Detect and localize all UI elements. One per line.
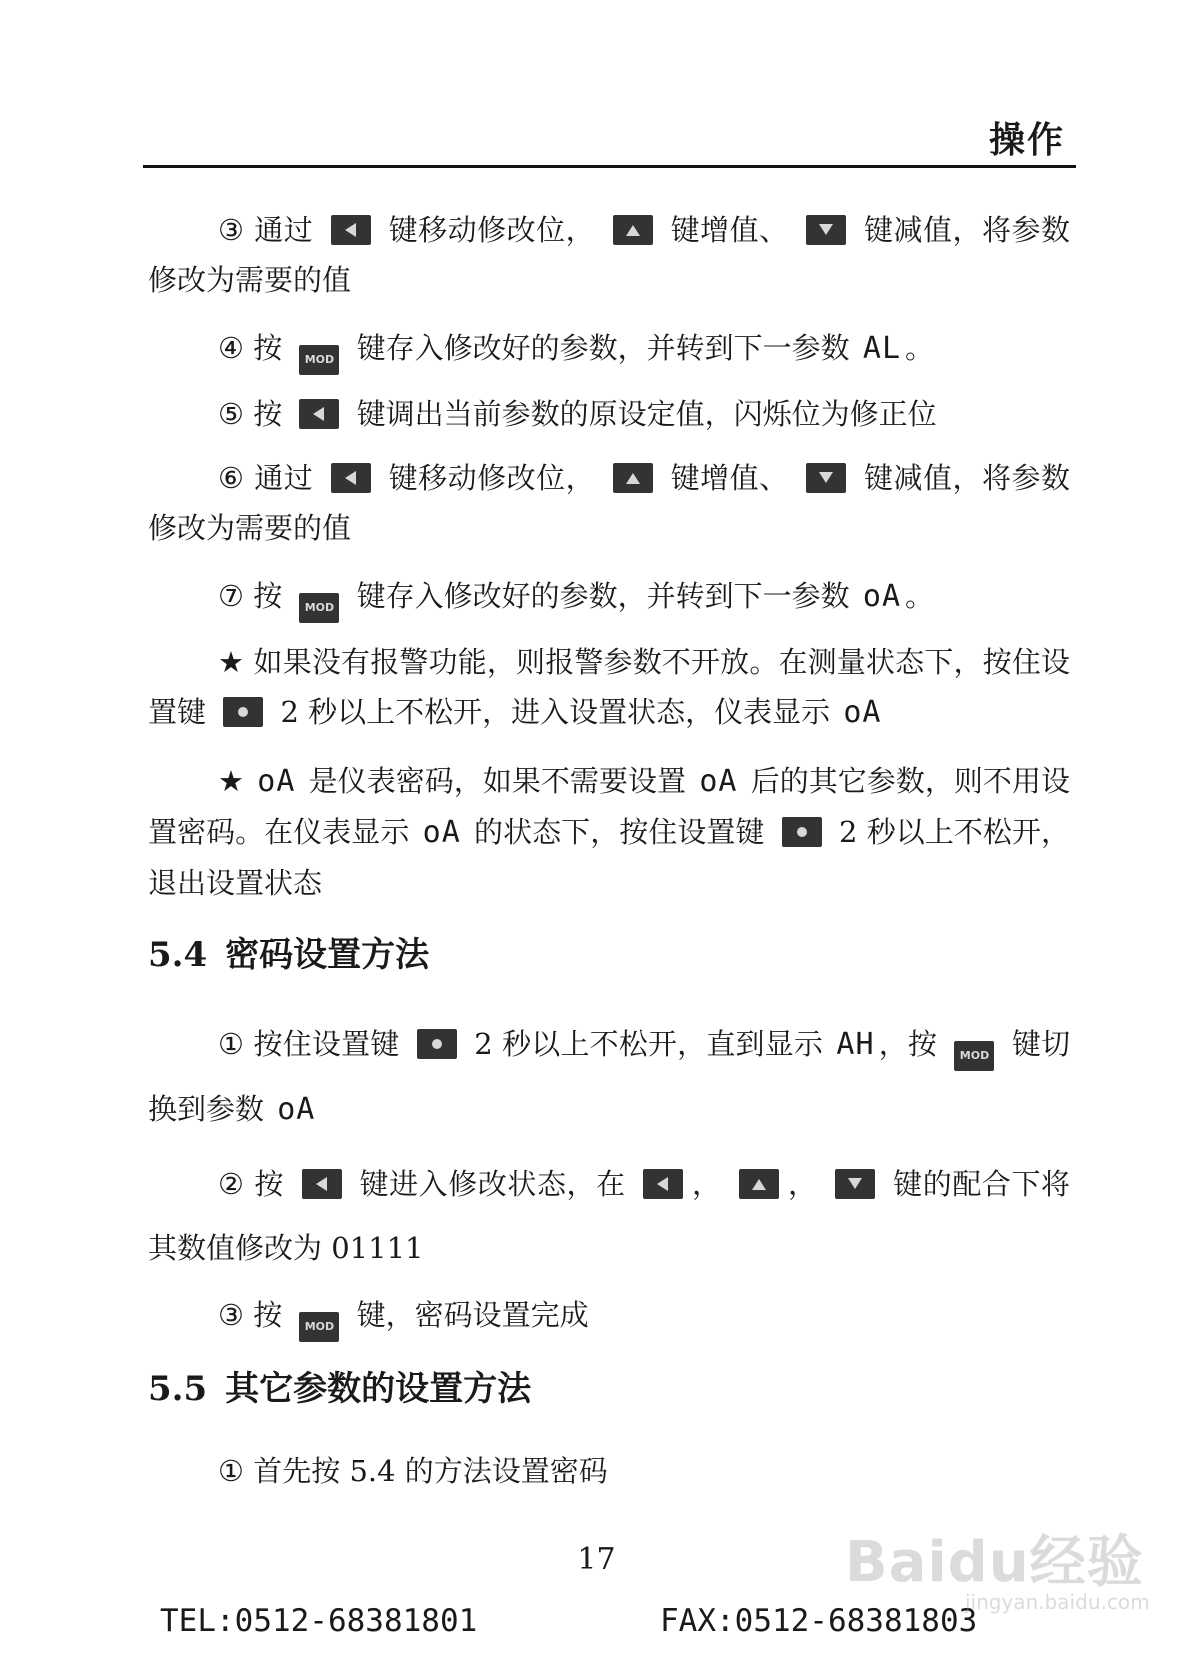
set-key-icon	[417, 1029, 457, 1059]
password-value: 01111	[331, 1231, 424, 1265]
step-text: 秒以上不松开，直到显示	[502, 1027, 824, 1061]
note-alarm-paragraph	[148, 637, 1070, 738]
mod-key-icon	[299, 345, 339, 375]
left-arrow-key-icon	[302, 1169, 342, 1199]
step-5-paragraph	[148, 389, 1070, 439]
watermark-site: jingyan.baidu.com	[965, 1590, 1150, 1614]
step-text: 键移动修改位，	[388, 213, 596, 247]
mod-key-label: MOD	[304, 601, 335, 614]
step-text: 键进入修改状态，在	[359, 1167, 626, 1201]
step-text: 的方法设置密码	[404, 1454, 608, 1488]
mod-key-icon	[299, 1312, 339, 1342]
note-text: 秒以上不松开，进入设置状态，仪表显示	[308, 695, 831, 729]
step-text: ，按	[878, 1027, 938, 1061]
left-arrow-key-icon	[331, 463, 371, 493]
down-arrow-key-icon	[835, 1169, 875, 1199]
down-arrow-key-icon	[806, 215, 846, 245]
up-arrow-key-icon	[613, 215, 653, 245]
step-4-paragraph	[148, 323, 1070, 375]
separator: ，	[691, 1167, 722, 1201]
left-arrow-key-icon	[643, 1169, 683, 1199]
note-text: ★ 如果没有报警功能，则报警参数不开放。在测量状态下，按住设置键	[148, 645, 1070, 729]
baidu-watermark	[845, 1508, 1150, 1618]
watermark-brand: Baidu经验	[845, 1530, 1144, 1595]
step-7-paragraph	[148, 571, 1070, 623]
password-step-2-paragraph	[148, 1152, 1070, 1280]
step-text: 键增值、	[670, 213, 789, 247]
display-code: oA	[277, 1092, 316, 1127]
display-code: AH	[836, 1027, 875, 1062]
password-step-1-paragraph	[148, 1012, 1070, 1142]
heading-5-5	[148, 1364, 1070, 1414]
mod-key-label: MOD	[304, 1320, 335, 1333]
step-lead: ① 按住设置键	[218, 1027, 400, 1061]
display-code: AL	[862, 331, 902, 366]
step-text: 。	[905, 579, 935, 613]
footer-fax: FAX:0512-68381803	[660, 1603, 978, 1639]
left-arrow-key-icon	[299, 399, 339, 429]
step-lead: ③ 按	[218, 1298, 283, 1332]
step-lead: ⑤ 按	[218, 397, 283, 431]
step-text: 键增值、	[670, 461, 789, 495]
step-number: 2	[474, 1027, 493, 1061]
page-number: 17	[577, 1542, 616, 1577]
up-arrow-key-icon	[739, 1169, 779, 1199]
step-3-paragraph	[148, 205, 1070, 305]
mod-key-label: MOD	[959, 1049, 990, 1062]
step-text: 键移动修改位，	[388, 461, 596, 495]
step-6-paragraph	[148, 453, 1070, 553]
step-lead: ⑦ 按	[218, 579, 283, 613]
separator: ，	[787, 1167, 818, 1201]
step-text: 键减值，将参数修改为需要的值	[148, 461, 1070, 545]
step-text: 键切换到参数	[148, 1027, 1071, 1126]
step-text: 键存入修改好的参数，并转到下一参数	[356, 579, 850, 613]
section-title: 操作	[988, 120, 1065, 161]
note-number: 2	[280, 695, 299, 729]
display-code: oA	[422, 815, 461, 850]
display-code: oA	[699, 764, 738, 799]
set-key-icon	[223, 697, 263, 727]
section-reference: 5.4	[349, 1454, 396, 1488]
note-text: 秒以上不松开，退出设置状态	[148, 815, 1070, 900]
heading-title: 其它参数的设置方法	[225, 1369, 532, 1409]
step-lead: ② 按	[218, 1167, 284, 1201]
note-text: 的状态下，按住设置键	[474, 815, 765, 849]
step-lead: ⑥ 通过	[218, 461, 314, 495]
step-text: 键存入修改好的参数，并转到下一参数	[356, 331, 850, 365]
note-text: 后的其它参数，则不用设置密码。在仪表显示	[148, 764, 1070, 849]
step-text: 键调出当前参数的原设定值，闪烁位为修正位	[356, 397, 937, 431]
footer-tel: TEL:0512-68381801	[160, 1603, 478, 1639]
mod-key-icon	[299, 593, 339, 623]
note-number: 2	[839, 815, 858, 849]
step-lead: ③ 通过	[218, 213, 314, 247]
password-step-3-paragraph	[148, 1290, 1070, 1342]
note-text: 是仪表密码，如果不需要设置	[308, 764, 687, 798]
note-star: ★	[218, 764, 245, 798]
heading-number: 5.4	[148, 935, 208, 975]
step-text: 。	[905, 331, 935, 365]
heading-5-4	[148, 930, 1070, 980]
heading-number: 5.5	[148, 1369, 208, 1409]
step-lead: ④ 按	[218, 331, 283, 365]
note-password-paragraph	[148, 756, 1070, 908]
display-code: oA	[843, 695, 882, 730]
step-text: 键减值，将参数修改为需要的值	[148, 213, 1070, 297]
display-code: oA	[257, 764, 296, 799]
set-key-icon	[782, 817, 822, 847]
step-text: 键，密码设置完成	[356, 1298, 589, 1332]
left-arrow-key-icon	[331, 215, 371, 245]
page-content	[148, 205, 1070, 1514]
step-text: 键的配合下将其数值修改为	[148, 1167, 1071, 1265]
header-rule	[143, 165, 1076, 168]
step-lead: ① 首先按	[218, 1454, 341, 1488]
heading-title: 密码设置方法	[225, 935, 430, 975]
display-code: oA	[862, 579, 902, 614]
mod-key-label: MOD	[304, 353, 335, 366]
up-arrow-key-icon	[613, 463, 653, 493]
other-params-step-1-paragraph	[148, 1446, 1070, 1496]
down-arrow-key-icon	[806, 463, 846, 493]
mod-key-icon	[954, 1041, 994, 1071]
